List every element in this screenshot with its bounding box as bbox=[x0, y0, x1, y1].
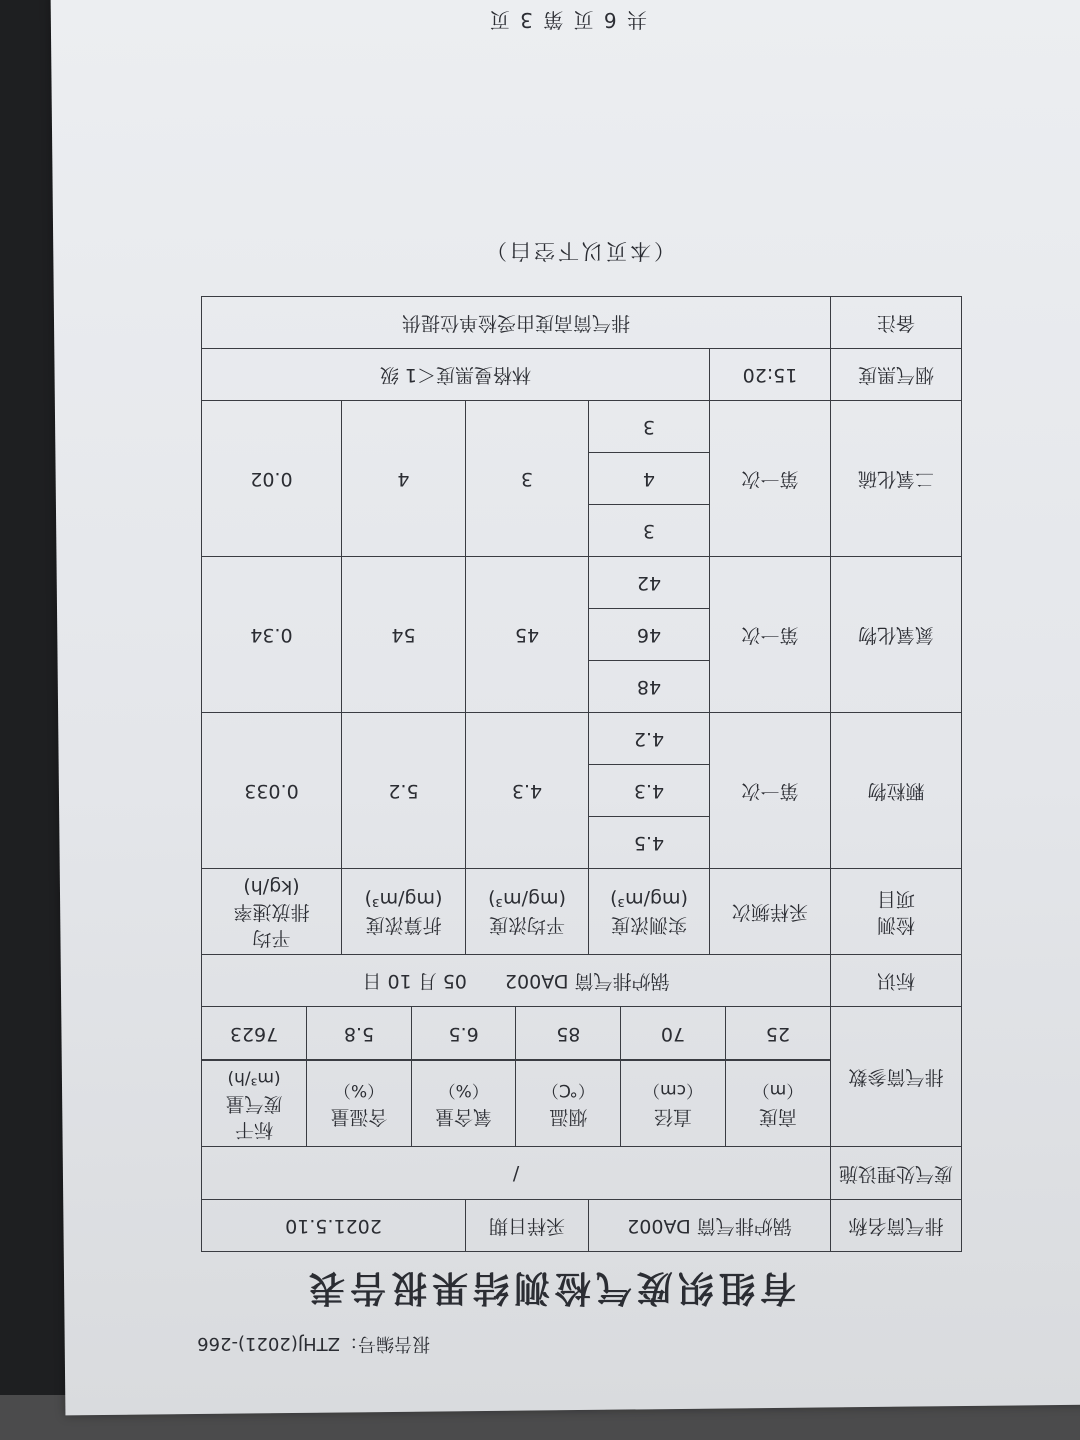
param-header-diameter: 直径 （cm） bbox=[621, 1061, 726, 1147]
mark-label: 标识 bbox=[831, 955, 962, 1007]
result-measured: 4.2 bbox=[588, 713, 709, 765]
result-row bbox=[201, 505, 961, 557]
smoke-label: 烟气黑度 bbox=[831, 349, 962, 401]
result-header-converted: 折算浓度 (mg/m³) bbox=[341, 869, 465, 955]
smoke-row bbox=[201, 349, 961, 401]
outlet-name-label: 排气筒名称 bbox=[831, 1200, 962, 1252]
param-value-temperature: 85 bbox=[516, 1007, 621, 1059]
param-value-table bbox=[202, 1007, 830, 1059]
param-header-oxygen: 氧含量 （%） bbox=[411, 1061, 516, 1147]
sampling-date-label: 采样日期 bbox=[465, 1200, 588, 1252]
report-table bbox=[201, 296, 962, 1252]
smoke-value: 林格曼黑度＜1 级 bbox=[201, 349, 709, 401]
result-converted: 54 bbox=[341, 557, 465, 713]
result-avg: 3 bbox=[465, 401, 588, 557]
result-measured: 3 bbox=[588, 401, 709, 453]
param-header-moisture: 含湿量 （%） bbox=[307, 1061, 412, 1147]
remark-label: 备注 bbox=[831, 297, 962, 349]
treatment-row bbox=[201, 1147, 961, 1200]
params-label: 排气筒参数 bbox=[831, 1007, 962, 1147]
result-item: 氮氧化物 bbox=[831, 557, 962, 713]
param-header-height: 高度 （m） bbox=[725, 1061, 830, 1147]
report-title: 有组织废气检测结果报告表 bbox=[304, 1267, 797, 1309]
result-rate: 0.02 bbox=[201, 401, 341, 557]
result-rate: 0.033 bbox=[201, 713, 341, 869]
treatment-label: 废气处理设施 bbox=[831, 1147, 962, 1200]
remark-row bbox=[201, 297, 961, 349]
result-measured: 4 bbox=[588, 453, 709, 505]
remark-value: 排气筒高度由受检单位提供 bbox=[201, 297, 830, 349]
param-header-temperature: 烟温 （℃） bbox=[516, 1061, 621, 1147]
mark-row bbox=[201, 955, 961, 1007]
general-row bbox=[201, 1200, 961, 1252]
result-item: 二氧化硫 bbox=[831, 401, 962, 557]
param-header-flow: 标干 废气量 (m³/h) bbox=[202, 1061, 307, 1147]
param-value-height: 25 bbox=[725, 1007, 830, 1059]
smoke-time: 15:20 bbox=[710, 349, 831, 401]
sampling-date: 2021.5.10 bbox=[201, 1200, 465, 1252]
result-avg: 45 bbox=[465, 557, 588, 713]
result-header-row bbox=[201, 869, 961, 955]
result-measured: 4.3 bbox=[588, 765, 709, 817]
result-converted: 4 bbox=[341, 401, 465, 557]
result-header-rate: 平均 排放速率 (kg/h) bbox=[201, 869, 341, 955]
result-converted: 5.2 bbox=[341, 713, 465, 869]
result-freq: 第一次 bbox=[710, 401, 831, 557]
param-value-diameter: 70 bbox=[621, 1007, 726, 1059]
treatment-value: / bbox=[201, 1147, 830, 1200]
result-header-measured: 实测浓度 (mg/m³) bbox=[588, 869, 709, 955]
blank-note: （本页以下空白） bbox=[483, 239, 675, 263]
report-number: 报告编号：ZTHJ(2021)-266 bbox=[197, 1333, 430, 1354]
param-value-oxygen: 6.5 bbox=[411, 1007, 516, 1059]
result-row bbox=[201, 661, 961, 713]
result-avg: 4.3 bbox=[465, 713, 588, 869]
result-header-freq: 采样频次 bbox=[710, 869, 831, 955]
result-measured: 48 bbox=[588, 661, 709, 713]
mark-value: 锅炉排气筒 DA002 05 月 10 日 bbox=[201, 955, 830, 1007]
result-header-avg: 平均浓度 (mg/m³) bbox=[465, 869, 588, 955]
param-value-moisture: 5.8 bbox=[307, 1007, 412, 1059]
result-freq: 第一次 bbox=[710, 713, 831, 869]
result-item: 颗粒物 bbox=[831, 713, 962, 869]
page-number: 共 6 页 第 3 页 bbox=[487, 8, 647, 32]
result-row bbox=[201, 817, 961, 869]
result-measured: 4.5 bbox=[588, 817, 709, 869]
result-measured: 46 bbox=[588, 609, 709, 661]
result-header-item: 检测 项目 bbox=[831, 869, 962, 955]
param-header-row bbox=[201, 1060, 961, 1147]
result-freq: 第一次 bbox=[710, 557, 831, 713]
param-header-table bbox=[202, 1060, 830, 1146]
result-measured: 42 bbox=[588, 557, 709, 609]
result-measured: 3 bbox=[588, 505, 709, 557]
param-value-flow: 7623 bbox=[202, 1007, 307, 1059]
outlet-name: 锅炉排气筒 DA002 bbox=[588, 1200, 830, 1252]
result-rate: 0.34 bbox=[201, 557, 341, 713]
